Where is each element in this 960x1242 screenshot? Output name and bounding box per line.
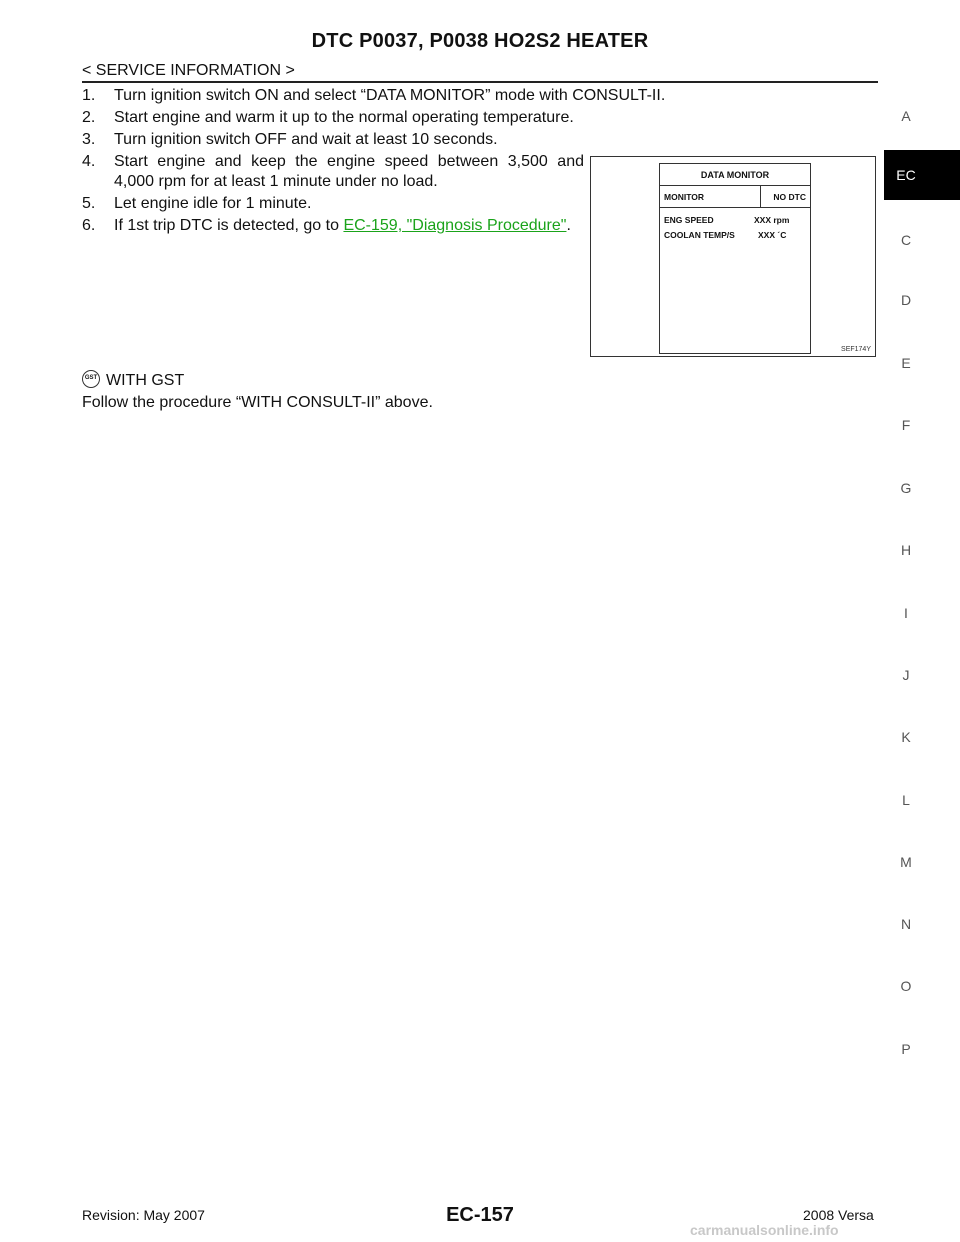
revision-date: Revision: May 2007 <box>82 1207 205 1223</box>
step-number: 6. <box>82 217 96 234</box>
data-monitor-screen <box>659 163 811 354</box>
step-text-suffix: . <box>566 217 571 234</box>
monitor-item-name: ENG SPEED <box>664 215 714 225</box>
side-tab-k[interactable]: K <box>901 729 911 745</box>
side-tab-g[interactable]: G <box>900 480 912 496</box>
model-year: 2008 Versa <box>803 1207 874 1223</box>
side-index-nav <box>884 0 928 1242</box>
step-text-line-2: 4,000 rpm for at least 1 minute under no load. <box>114 173 438 190</box>
side-tab-a[interactable]: A <box>901 108 911 124</box>
side-tab-j[interactable]: J <box>902 667 910 683</box>
column-divider <box>760 186 761 207</box>
page-number: EC-157 <box>446 1204 514 1226</box>
step-text-prefix: If 1st trip DTC is detected, go to <box>114 217 344 234</box>
header-rule <box>82 81 878 83</box>
step-text-line-1: Start engine and keep the engine speed between 3,500 and <box>114 153 584 170</box>
with-gst-heading <box>82 370 184 390</box>
monitor-item-value: XXX rpm <box>754 215 790 225</box>
screen-header-row <box>660 186 810 208</box>
step-text: Turn ignition switch ON and select “DATA MONITOR” mode with CONSULT-II. <box>114 87 666 104</box>
step-number: 2. <box>82 109 96 126</box>
side-tab-o[interactable]: O <box>900 978 912 994</box>
step-text: Let engine idle for 1 minute. <box>114 195 312 212</box>
section-label: < SERVICE INFORMATION > <box>82 62 295 79</box>
side-tab-i[interactable]: I <box>904 605 908 621</box>
page-title: DTC P0037, P0038 HO2S2 HEATER <box>311 30 649 52</box>
diagnosis-procedure-link[interactable]: EC-159, "Diagnosis Procedure" <box>343 217 567 234</box>
step-number: 4. <box>82 153 96 170</box>
screen-title: DATA MONITOR <box>660 164 810 186</box>
step-text: Start engine and warm it up to the normal operating temperature. <box>114 109 574 126</box>
watermark: carmanualsonline.info <box>690 1222 839 1238</box>
gst-instruction: Follow the procedure “WITH CONSULT-II” above. <box>82 394 433 411</box>
side-tab-e[interactable]: E <box>901 355 911 371</box>
step-text <box>114 216 584 236</box>
monitor-item-name: COOLAN TEMP/S <box>664 230 735 240</box>
monitor-label: MONITOR <box>664 192 704 202</box>
side-tab-d[interactable]: D <box>900 292 912 308</box>
monitor-item-value: XXX ´C <box>758 230 787 240</box>
side-tab-m[interactable]: M <box>900 854 912 870</box>
step-number: 1. <box>82 87 96 104</box>
gst-icon-text: GST <box>84 375 98 381</box>
side-tab-l[interactable]: L <box>902 792 910 808</box>
side-tab-n[interactable]: N <box>900 916 912 932</box>
side-tab-active-label: EC <box>896 167 916 183</box>
gst-icon <box>82 370 100 388</box>
figure-code: SEF174Y <box>841 346 871 353</box>
gst-label: WITH GST <box>106 372 185 389</box>
step-text: Turn ignition switch OFF and wait at least 10 seconds. <box>114 131 498 148</box>
side-tab-f[interactable]: F <box>901 417 911 433</box>
side-tab-h[interactable]: H <box>900 542 912 558</box>
side-tab-p[interactable]: P <box>901 1041 911 1057</box>
side-tab-c[interactable]: C <box>900 232 912 248</box>
consult-screen-figure <box>590 156 876 357</box>
no-dtc-label: NO DTC <box>773 192 806 202</box>
step-number: 3. <box>82 131 96 148</box>
step-number: 5. <box>82 195 96 212</box>
